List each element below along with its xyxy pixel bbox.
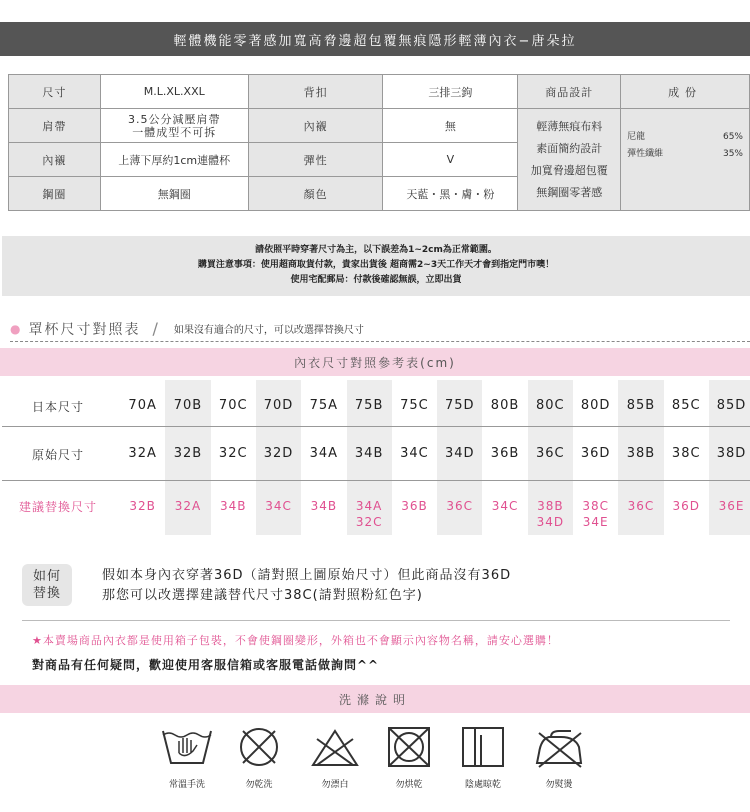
notice-line-3: 使用宅配郵局：付款後確認無誤，立即出貨 bbox=[290, 275, 462, 285]
size-cell-line: 36D bbox=[672, 499, 700, 513]
size-cell-line: 38B bbox=[537, 499, 564, 513]
size-cell-line: 32A bbox=[174, 499, 202, 513]
size-cell-line: 34C bbox=[265, 499, 292, 513]
spec-size-value: M.L.XL.XXL bbox=[100, 75, 248, 109]
size-cell-japan: 70C bbox=[218, 398, 248, 413]
spec-elastic-value: V bbox=[383, 143, 518, 177]
spec-strap-line-1: 3.5公分減壓肩帶 bbox=[128, 112, 221, 126]
spec-comp-cell bbox=[621, 109, 750, 211]
wash-label: 勿漂白 bbox=[321, 780, 349, 790]
size-cell-original: 36B bbox=[490, 446, 520, 461]
spec-strap-line-2: 一體成型不可拆 bbox=[132, 125, 217, 139]
heading-slash: / bbox=[152, 319, 158, 338]
how-to-badge-line-1: 如何 bbox=[32, 569, 61, 584]
spec-back-value: 三排三鉤 bbox=[383, 75, 518, 109]
no-dry-clean-icon bbox=[231, 725, 287, 769]
bullet-dot-icon: ● bbox=[10, 321, 21, 336]
size-cell-japan: 75D bbox=[444, 398, 475, 413]
no-iron-icon bbox=[531, 725, 587, 769]
design-line: 素面簡約設計 bbox=[536, 141, 603, 155]
size-cell-original: 34D bbox=[444, 446, 475, 461]
size-cell-suggest bbox=[573, 498, 618, 530]
comp-name: 彈性纖維 bbox=[627, 149, 664, 159]
size-cell-original: 32A bbox=[128, 446, 157, 461]
size-cell-line: 34D bbox=[536, 515, 565, 529]
wash-item bbox=[227, 725, 291, 790]
spec-wire-value: 無鋼圈 bbox=[100, 177, 248, 211]
product-title-bar bbox=[0, 22, 750, 56]
size-cell-original: 36C bbox=[536, 446, 565, 461]
size-cell-original: 38B bbox=[626, 446, 656, 461]
size-cell-line: 36C bbox=[627, 499, 655, 513]
size-cell-suggest bbox=[392, 498, 437, 514]
wash-label: 陰處晾乾 bbox=[464, 780, 501, 790]
notice-line-1: 請依照平時穿著尺寸為主，以下誤差為1~2cm為正常範圍。 bbox=[255, 245, 497, 255]
size-cell-original: 34B bbox=[354, 446, 384, 461]
size-cell-line: 32C bbox=[355, 515, 383, 529]
size-cell-original: 32D bbox=[263, 446, 294, 461]
size-cell-line: 34E bbox=[582, 515, 609, 529]
size-cell-suggest bbox=[165, 498, 210, 514]
size-cell-japan: 70A bbox=[128, 398, 157, 413]
spec-back-label: 背扣 bbox=[248, 75, 383, 109]
size-cell-line: 38C bbox=[582, 499, 609, 513]
how-to-line-2: 那您可以改選擇建議替代尺寸38C(請對照粉紅色字) bbox=[102, 588, 423, 603]
purchase-notice bbox=[2, 236, 750, 296]
size-cell-original: 38C bbox=[671, 446, 701, 461]
size-cell-suggest bbox=[256, 498, 301, 514]
wash-icons bbox=[155, 725, 595, 805]
design-line: 無鋼圈零著感 bbox=[536, 185, 603, 199]
how-to-badge bbox=[22, 564, 72, 606]
size-cell-line: 32B bbox=[129, 499, 156, 513]
spec-color-label: 顏色 bbox=[248, 177, 383, 211]
how-to-text bbox=[102, 566, 511, 606]
how-to-line-1: 假如本身內衣穿著36D（請對照上圖原始尺寸）但此商品沒有36D bbox=[102, 568, 512, 583]
size-cell-japan: 75B bbox=[354, 398, 384, 413]
size-cell-line: 36E bbox=[718, 499, 745, 513]
size-cell-line: 36B bbox=[401, 499, 428, 513]
wash-label: 勿烘乾 bbox=[395, 780, 423, 790]
row-label: 原始尺寸 bbox=[31, 448, 84, 462]
size-cell-suggest bbox=[618, 498, 663, 514]
hand-wash-icon bbox=[159, 725, 215, 769]
row-divider bbox=[2, 426, 750, 427]
spec-size-label: 尺寸 bbox=[9, 75, 101, 109]
wash-label: 勿乾洗 bbox=[245, 780, 273, 790]
cup-subheading: 如果沒有適合的尺寸，可以改選擇替換尺寸 bbox=[173, 325, 364, 336]
spec-design-cell bbox=[518, 109, 621, 211]
size-cell-original: 36D bbox=[580, 446, 611, 461]
size-cell-suggest bbox=[211, 498, 256, 514]
size-cell-suggest bbox=[347, 498, 392, 530]
size-cell-suggest bbox=[709, 498, 750, 514]
wash-item bbox=[451, 725, 515, 790]
design-line: 輕薄無痕布料 bbox=[536, 119, 603, 133]
packaging-warning: ★本賣場商品內衣都是使用箱子包裝，不會使鋼圈變形，外箱也不會顯示內容物名稱，請安心選購！ bbox=[32, 634, 559, 647]
size-cell-japan: 80D bbox=[580, 398, 611, 413]
comp-pct: 65% bbox=[722, 132, 743, 142]
wash-item bbox=[155, 725, 219, 790]
spec-lining-label: 內襯 bbox=[9, 143, 101, 177]
size-cell-japan: 70D bbox=[263, 398, 294, 413]
size-cell-japan: 80C bbox=[536, 398, 565, 413]
size-table-title bbox=[0, 348, 750, 376]
section-divider bbox=[22, 620, 730, 621]
size-comparison-table bbox=[2, 380, 750, 535]
size-cell-suggest bbox=[664, 498, 709, 514]
shade-dry-icon bbox=[455, 725, 511, 769]
spec-lining-value: 上薄下厚約1cm連體杯 bbox=[100, 143, 248, 177]
spec-design-label: 商品設計 bbox=[518, 75, 621, 109]
spec-inner-label: 內襯 bbox=[248, 109, 383, 143]
spec-wire-label: 鋼圈 bbox=[9, 177, 101, 211]
spec-strap-label: 肩帶 bbox=[9, 109, 101, 143]
size-cell-original: 32B bbox=[173, 446, 203, 461]
size-cell-suggest bbox=[482, 498, 527, 514]
size-cell-japan: 85D bbox=[716, 398, 747, 413]
wash-label: 勿熨燙 bbox=[545, 780, 573, 790]
size-cell-japan: 70B bbox=[173, 398, 203, 413]
cup-heading: 罩杯尺寸對照表 bbox=[28, 321, 141, 338]
wash-item bbox=[303, 725, 367, 790]
wash-label: 常溫手洗 bbox=[168, 780, 205, 790]
spec-inner-value: 無 bbox=[383, 109, 518, 143]
size-cell-line: 34B bbox=[310, 499, 338, 513]
spec-table bbox=[8, 74, 750, 211]
size-cell-original: 32C bbox=[218, 446, 248, 461]
size-cell-line: 34C bbox=[491, 499, 519, 513]
spec-strap-value bbox=[100, 109, 248, 143]
wash-item bbox=[527, 725, 591, 790]
design-line: 加寬脅邊超包覆 bbox=[530, 163, 608, 177]
notice-line-2: 購買注意事項：使用超商取貨付款，貴家出貨後 超商需2~3天工作天才會到指定門市噢！ bbox=[197, 260, 555, 270]
size-cell-japan: 75A bbox=[309, 398, 339, 413]
size-cell-japan: 85C bbox=[671, 398, 701, 413]
size-cell-original: 34A bbox=[309, 446, 339, 461]
size-cell-original: 34C bbox=[400, 446, 429, 461]
row-label: 日本尺寸 bbox=[31, 400, 84, 414]
size-cell-line: 36C bbox=[446, 499, 474, 513]
size-cell-suggest bbox=[301, 498, 346, 514]
contact-notice: 對商品有任何疑問，歡迎使用客服信箱或客服電話做詢問^^ bbox=[32, 658, 380, 672]
size-cell-original: 38D bbox=[716, 446, 747, 461]
wash-item bbox=[377, 725, 441, 790]
no-tumble-dry-icon bbox=[381, 725, 437, 769]
row-divider bbox=[2, 480, 750, 481]
comp-name: 尼龍 bbox=[627, 132, 646, 142]
wash-title-bar bbox=[0, 685, 750, 713]
product-title: 輕體機能零著感加寬高脅邊超包覆無痕隱形輕薄內衣−唐朵拉 bbox=[173, 33, 577, 49]
size-cell-line: 34B bbox=[219, 499, 247, 513]
how-to-badge-line-2: 替換 bbox=[32, 586, 61, 601]
spec-comp-label: 成份 bbox=[621, 75, 750, 109]
no-bleach-icon bbox=[307, 725, 363, 769]
comp-row bbox=[627, 129, 743, 146]
size-cell-suggest bbox=[120, 498, 165, 514]
cup-size-heading bbox=[10, 316, 750, 342]
row-label: 建議替換尺寸 bbox=[18, 500, 97, 514]
size-cell-japan: 75C bbox=[400, 398, 429, 413]
size-table-title-text: 內衣尺寸對照參考表(cm) bbox=[294, 355, 456, 370]
size-cell-japan: 80B bbox=[490, 398, 520, 413]
size-cell-suggest bbox=[528, 498, 573, 530]
size-cell-suggest bbox=[437, 498, 482, 514]
spec-color-value: 天藍・黑・膚・粉 bbox=[383, 177, 518, 211]
comp-row bbox=[627, 146, 743, 163]
comp-pct: 35% bbox=[722, 149, 743, 159]
spec-elastic-label: 彈性 bbox=[248, 143, 383, 177]
wash-title: 洗滌說明 bbox=[338, 692, 411, 707]
size-cell-japan: 85B bbox=[626, 398, 656, 413]
size-cell-line: 34A bbox=[355, 499, 383, 513]
